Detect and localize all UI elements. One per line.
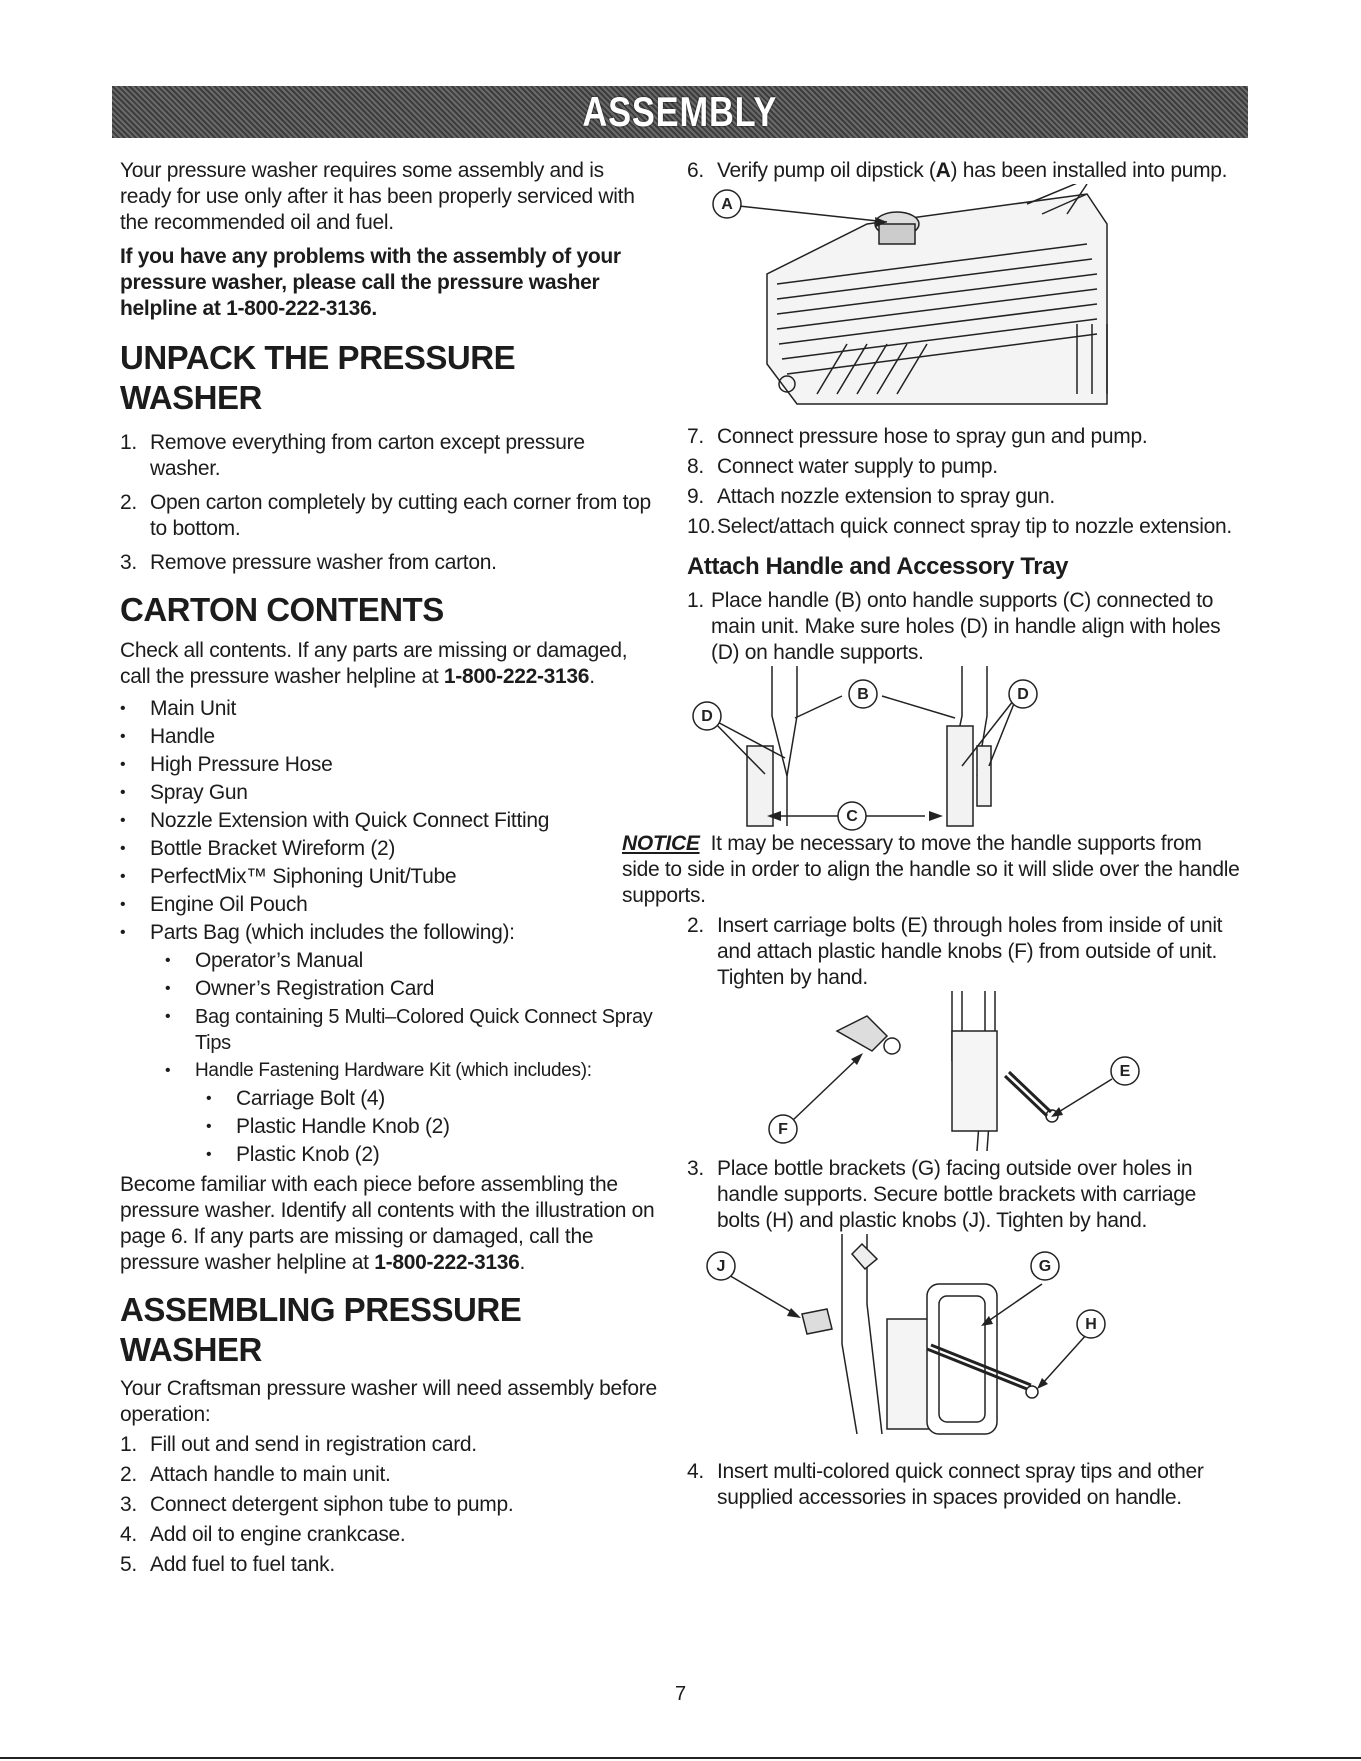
list-item: • Spray Gun — [120, 781, 248, 804]
unpack-heading: UNPACK THE PRESSURE WASHER — [120, 339, 516, 416]
list-item: 3. Remove pressure washer from carton. — [120, 551, 497, 574]
list-item: • Operator’s Manual — [165, 949, 364, 972]
list-item: 4. Insert multi-colored quick connect spray tips and other supplied accessories in spaces provided on handle. — [687, 1460, 1204, 1509]
list-item: • PerfectMix™ Siphoning Unit/Tube — [120, 865, 457, 888]
list-item: • High Pressure Hose — [120, 753, 333, 776]
list-item: 4. Add oil to engine crankcase. — [120, 1523, 406, 1546]
list-item: • Main Unit — [120, 697, 236, 720]
list-item: • Plastic Knob (2) — [206, 1143, 380, 1166]
label-d-left: D — [701, 708, 713, 726]
label-e: E — [1119, 1063, 1131, 1081]
list-item: • Plastic Handle Knob (2) — [206, 1115, 450, 1138]
steps-7-10 — [687, 424, 1242, 540]
label-a: A — [721, 196, 733, 214]
list-item: 9. Attach nozzle extension to spray gun. — [687, 485, 1055, 508]
label-b: B — [857, 686, 869, 704]
list-item: • Engine Oil Pouch — [120, 893, 308, 916]
assembling-intro: Your Craftsman pressure washer will need assembly before operation: — [120, 1377, 657, 1426]
banner-title: ASSEMBLY — [582, 88, 778, 135]
list-item: 3. Connect detergent siphon tube to pump. — [120, 1493, 514, 1516]
carton-intro: Check all contents. If any parts are missing or damaged, call the pressure washer helpline at 1-800-222-3136. — [120, 639, 628, 688]
list-item: 2. Open carton completely by cutting each corner from top to bottom. — [120, 491, 651, 540]
list-item: • Bottle Bracket Wireform (2) — [120, 837, 396, 860]
list-item: 8. Connect water supply to pump. — [687, 455, 998, 478]
list-item: 7. Connect pressure hose to spray gun and pump. — [687, 425, 1148, 448]
section-banner — [112, 86, 1248, 138]
left-column — [120, 158, 660, 1578]
label-g: G — [1038, 1258, 1052, 1276]
list-item: • Owner’s Registration Card — [165, 977, 435, 1000]
notice-paragraph: NOTICE It may be necessary to move the handle supports from side to side in order to align the handle so it will slide over the handle supports. — [622, 832, 1240, 907]
bottle-bracket-illustration — [687, 1234, 1242, 1459]
list-item: • Parts Bag (which includes the following): — [120, 921, 515, 944]
bolt-knob-illustration — [687, 991, 1242, 1156]
helpline-paragraph: If you have any problems with the assembly of your pressure washer, please call the pressure washer helpline at 1-800-222-3136. — [120, 245, 621, 320]
label-j: J — [716, 1258, 726, 1276]
label-f: F — [778, 1121, 788, 1139]
list-item: • Nozzle Extension with Quick Connect Fitting — [120, 809, 550, 832]
list-item: • Carriage Bolt (4) — [206, 1087, 385, 1110]
page-number: 7 — [674, 1683, 687, 1705]
handle-supports-illustration — [687, 666, 1242, 831]
list-item: 2. Attach handle to main unit. — [120, 1463, 391, 1486]
list-item: 2. Insert carriage bolts (E) through holes from inside of unit and attach plastic handle knobs (F) from outside of unit. Tighten by hand. — [687, 914, 1223, 989]
handle-heading: Attach Handle and Accessory Tray — [687, 553, 1069, 580]
unpack-steps — [120, 430, 660, 576]
assembling-steps — [120, 1432, 660, 1578]
pump-dipstick-illustration — [687, 184, 1242, 424]
intro-paragraph: Your pressure washer requires some assembly and is ready for use only after it has been properly serviced with the recommended oil and fuel. — [120, 159, 635, 234]
list-item: 1. Remove everything from carton except pressure washer. — [120, 431, 585, 480]
label-d-right: D — [1017, 686, 1029, 704]
carton-heading: CARTON CONTENTS — [120, 591, 444, 628]
list-item: • Bag containing 5 Multi–Colored Quick Connect Spray Tips — [165, 1006, 653, 1054]
right-column — [622, 158, 1242, 1511]
list-item: 6. Verify pump oil dipstick (A) has been installed into pump. — [687, 159, 1228, 182]
label-h: H — [1085, 1316, 1097, 1334]
carton-outro: Become familiar with each piece before assembling the pressure washer. Identify all contents with the illustration on page 6. If any parts are missing or damaged, call the pressure washer helpline at 1-800-222-3136. — [120, 1173, 655, 1274]
list-item: • Handle Fastening Hardware Kit (which includes): — [165, 1060, 592, 1081]
list-item: 5. Add fuel to fuel tank. — [120, 1553, 335, 1576]
list-item: 1. Fill out and send in registration card. — [120, 1433, 477, 1456]
label-c: C — [846, 808, 858, 826]
list-item: 3. Place bottle brackets (G) facing outside over holes in handle supports. Secure bottle brackets with carriage bolts (H) and plastic knobs (J). Tighten by hand. — [687, 1157, 1197, 1232]
carton-items — [120, 696, 660, 1168]
list-item: • Handle — [120, 725, 215, 748]
list-item: 10. Select/attach quick connect spray tip to nozzle extension. — [687, 515, 1232, 538]
list-item: 1. Place handle (B) onto handle supports (C) connected to main unit. Make sure holes (D) in handle align with holes (D) on handle supports. — [687, 589, 1221, 664]
bottom-rule — [0, 1757, 1361, 1759]
assembling-heading: ASSEMBLING PRESSURE WASHER — [120, 1291, 522, 1368]
